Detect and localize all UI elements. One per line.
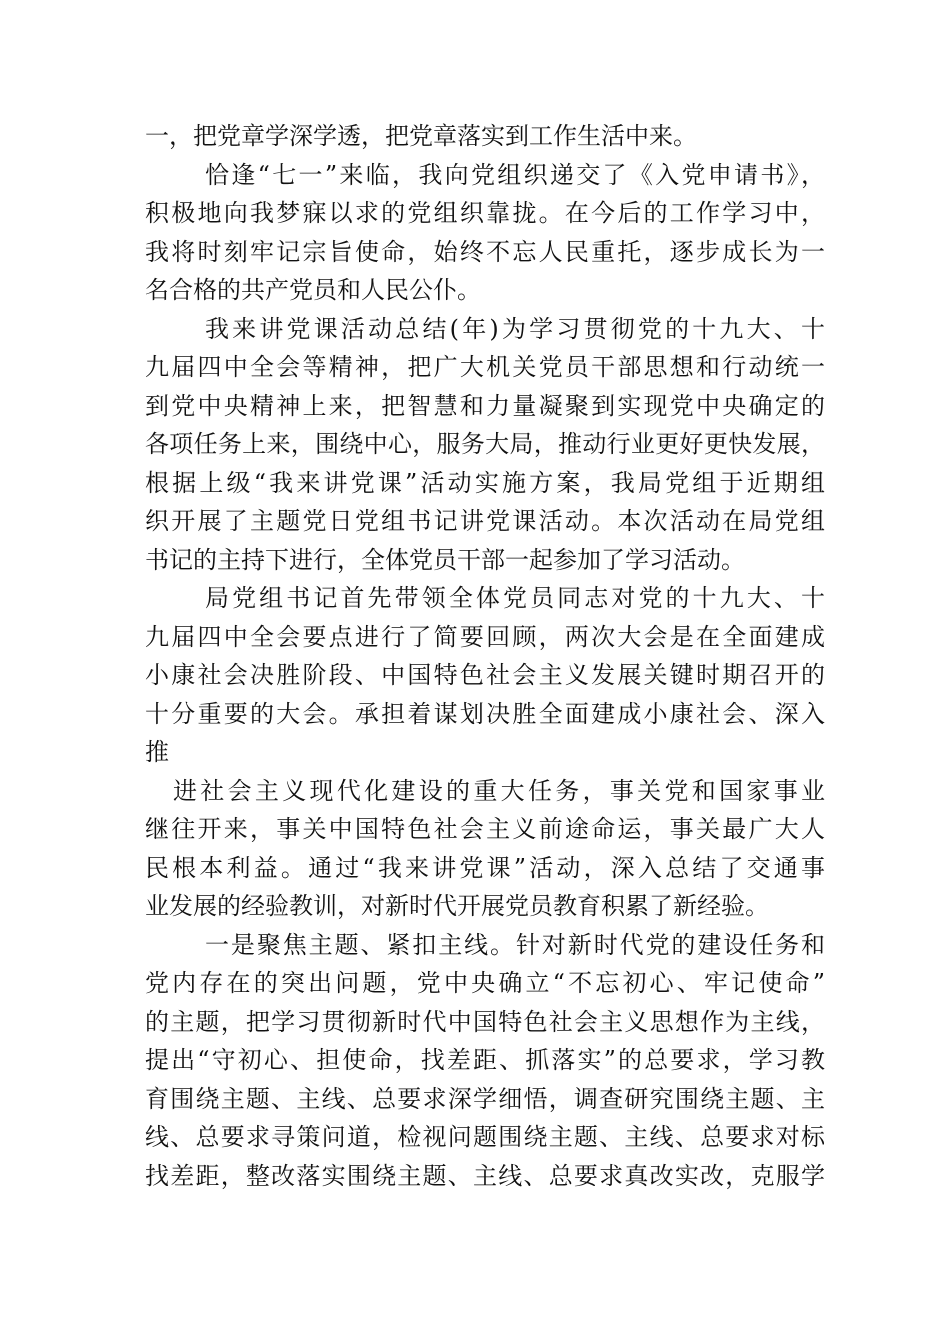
text-line: 恰逢“七一”来临，我向党组织递交了《入党申请书》， <box>205 160 825 189</box>
text-line: 一是聚焦主题、紧扣主线。针对新时代党的建设任务和 <box>205 930 825 959</box>
text-line: 积极地向我梦寐以求的党组织靠拢。在今后的工作学习中， <box>145 199 825 227</box>
text-line: 推 <box>145 738 169 766</box>
text-line: 九届四中全会要点进行了简要回顾，两次大会是在全面建成 <box>145 622 825 651</box>
text-line: 十分重要的大会。承担着谋划决胜全面建成小康社会、深入 <box>145 699 825 728</box>
text-line: 继往开来，事关中国特色社会主义前途命运，事关最广大人 <box>145 815 825 843</box>
text-line: 局党组书记首先带领全体党员同志对党的十九大、十 <box>205 584 825 612</box>
text-line: 我将时刻牢记宗旨使命，始终不忘人民重托，逐步成长为一 <box>145 237 825 266</box>
text-line: 业发展的经验教训，对新时代开展党员教育积累了新经验。 <box>145 892 769 920</box>
text-line: 找差距，整改落实围绕主题、主线、总要求真改实改，克服学 <box>145 1161 825 1190</box>
text-line: 提出“守初心、担使命，找差距、抓落实”的总要求，学习教 <box>145 1046 825 1074</box>
text-line: 九届四中全会等精神，把广大机关党员干部思想和行动统一 <box>145 353 825 381</box>
text-line: 织开展了主题党日党组书记讲党课活动。本次活动在局党组 <box>145 507 825 535</box>
text-line: 线、总要求寻策问道，检视问题围绕主题、主线、总要求对标 <box>145 1123 825 1151</box>
text-line: 到党中央精神上来，把智慧和力量凝聚到实现党中央确定的 <box>145 391 825 420</box>
text-line: 小康社会决胜阶段、中国特色社会主义发展关键时期召开的 <box>145 661 825 689</box>
text-line: 民根本利益。通过“我来讲党课”活动，深入总结了交通事 <box>145 853 825 882</box>
text-line: 名合格的共产党员和人民公仆。 <box>145 276 481 304</box>
text-line: 我来讲党课活动总结(年)为学习贯彻党的十九大、十 <box>205 314 825 343</box>
text-line: 书记的主持下进行，全体党员干部一起参加了学习活动。 <box>145 545 745 574</box>
text-line: 育围绕主题、主线、总要求深学细悟，调查研究围绕主题、主 <box>145 1084 825 1113</box>
text-line: 党内存在的突出问题，党中央确立“不忘初心、牢记使命” <box>145 969 825 997</box>
text-line: 根据上级“我来讲党课”活动实施方案，我局党组于近期组 <box>145 468 825 497</box>
text-line: 各项任务上来，围绕中心，服务大局，推动行业更好更快发展， <box>145 430 825 458</box>
text-line: 的主题，把学习贯彻新时代中国特色社会主义思想作为主线， <box>145 1007 825 1036</box>
text-line: 进社会主义现代化建设的重大任务，事关党和国家事业 <box>173 776 825 805</box>
text-line: 一，把党章学深学透，把党章落实到工作生活中来。 <box>145 122 697 150</box>
document-body <box>145 117 825 1195</box>
